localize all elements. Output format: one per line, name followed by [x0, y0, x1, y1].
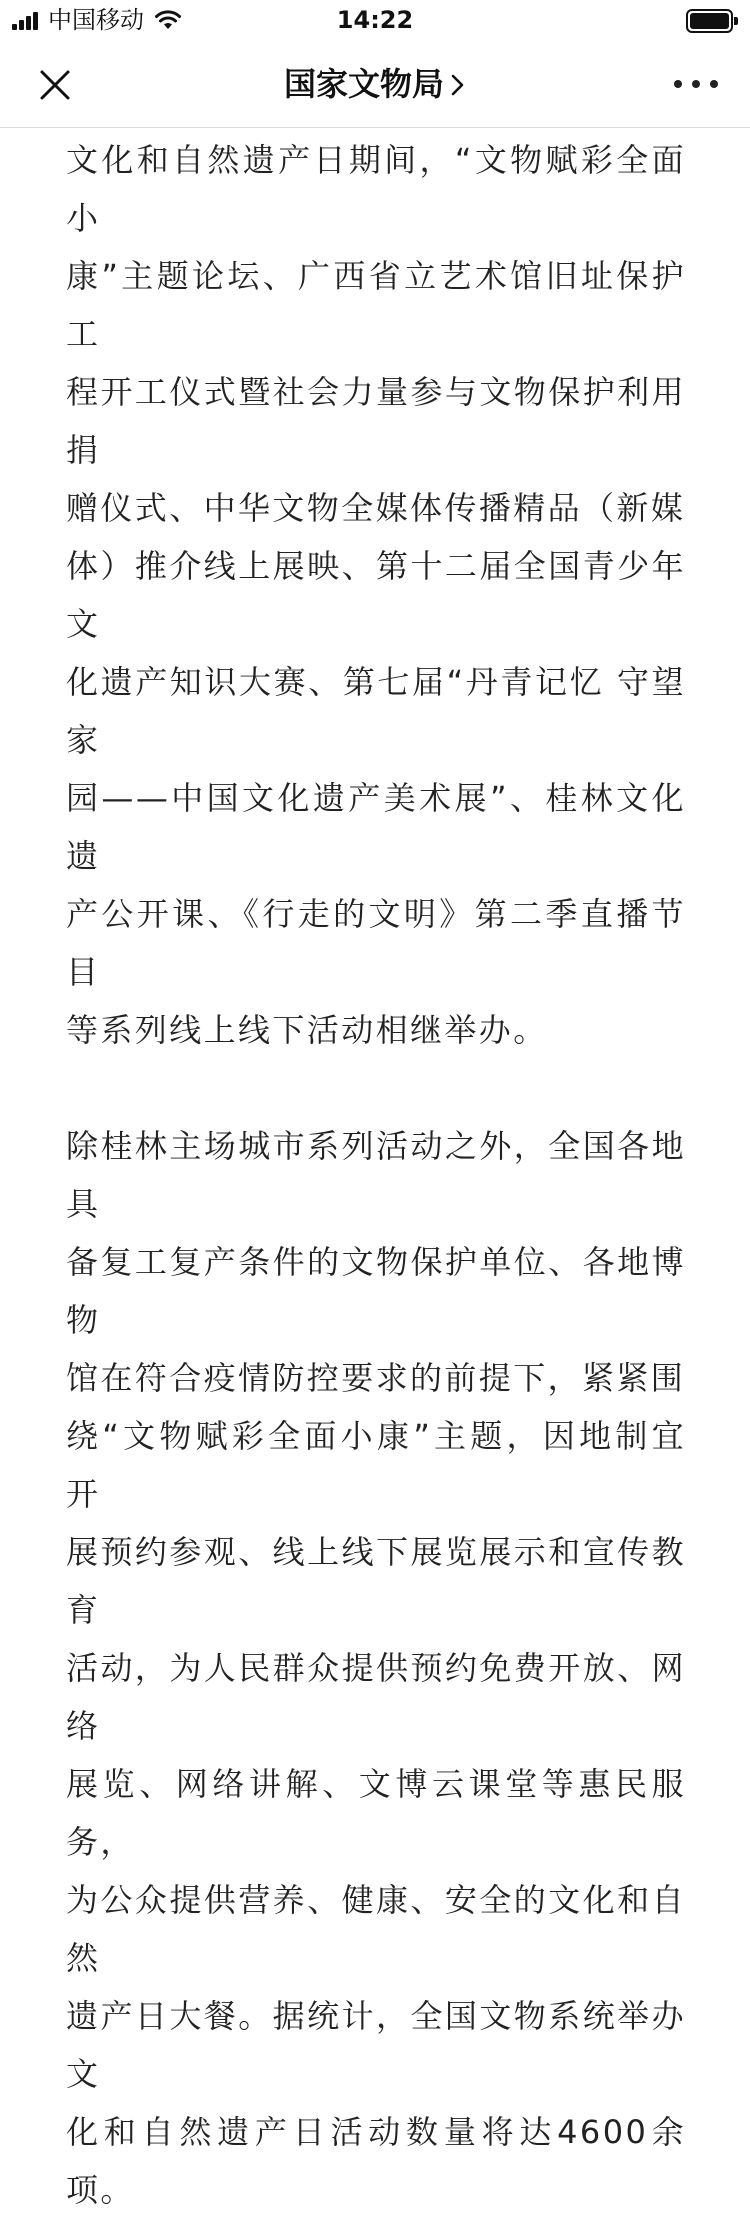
chevron-right-icon: [450, 73, 466, 97]
account-title-link[interactable]: [0, 62, 750, 106]
article-paragraph: 除桂林主场城市系列活动之外，全国各地具 备复工复产条件的文物保护单位、各地博物 馆在符合疫情防控要求的前提下，紧紧围 绕“文物赋彩全面小康”主题，因地制宜开 展预约参观、线上线下展览展示和宣传教育 活动，为人民群众提供预约免费开放、网络 展览、网络讲解、文博云课堂等惠民服务， 为公众提供营养、健康、安全的文化和自然 遗产日大餐。据统计，全国文物系统举办文 化和自然遗产日活动数量将达4600余项。: [66, 1127, 686, 2209]
more-button[interactable]: [674, 70, 718, 98]
nav-bar: [0, 40, 750, 128]
more-icon-dot: [710, 80, 718, 88]
more-icon-dot: [692, 80, 700, 88]
status-bar: [0, 0, 750, 40]
article-paragraph: 文化和自然遗产日期间，“文物赋彩全面小 康”主题论坛、广西省立艺术馆旧址保护工 程开工仪式暨社会力量参与文物保护利用捐 赠仪式、中华文物全媒体传播精品（新媒 体）推介线上展映、第十二届全国青少年文 化遗产知识大赛、第七届“丹青记忆 守望家 园——中国文化遗产美术展”、桂林文化遗 产公开课、《行走的文明》第二季直播节目 等系列线上线下活动相继举办。: [66, 141, 686, 1049]
more-icon-dot: [674, 80, 682, 88]
status-time: 14:22: [336, 6, 414, 34]
page-title: 国家文物局: [283, 65, 444, 103]
article-body: [66, 131, 686, 2219]
carrier-name: 中国移动: [48, 6, 144, 34]
battery-icon: [686, 9, 738, 33]
